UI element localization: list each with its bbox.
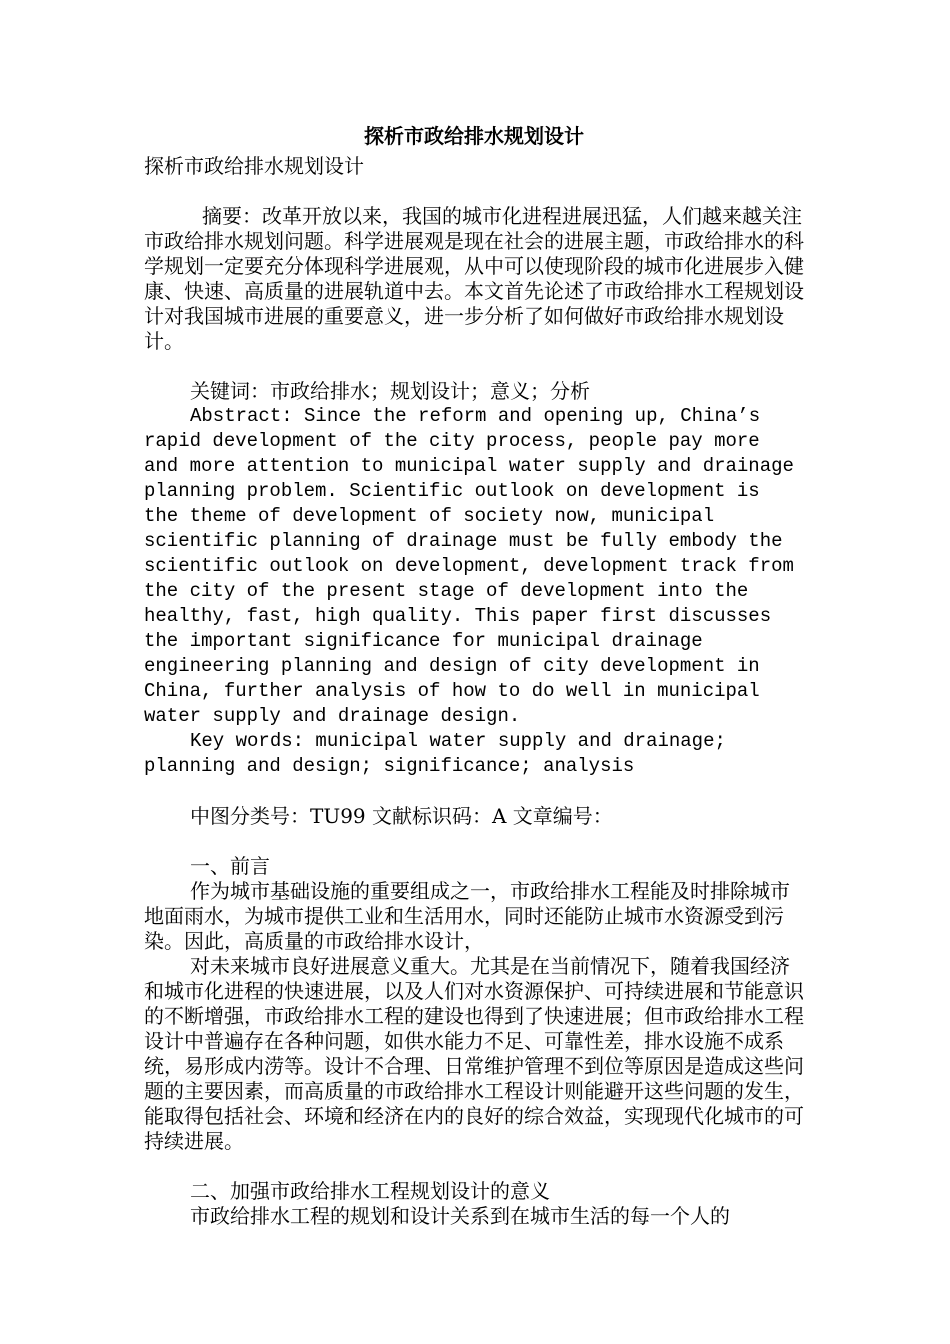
spacer	[144, 354, 804, 379]
body-paragraph: 作为城市基础设施的重要组成之一，市政给排水工程能及时排除城市地面雨水，为城市提供工业和生活用水，同时还能防止城市水资源受到污染。因此，高质量的市政给排水设计，	[144, 879, 790, 953]
spacer	[144, 829, 804, 854]
document-subtitle: 探析市政给排水规划设计	[144, 154, 364, 178]
section-heading: 一、前言	[190, 854, 270, 878]
abstract-english: Abstract: Since the reform and opening up, China’s rapid development of the city process, people pay more and more attention to municipal water supply and drainage planning problem. Scientific outlook on development is the theme of development of society now, municipal scientific planning of drainage must be fully embody the scientific outlook on development, development track from the city of the present stage of development into the healthy, fast, high quality. This paper first discusses the important significance for municipal drainage engineering planning and design of city development in China, further analysis of how to do well in municipal water supply and drainage design.	[144, 405, 794, 727]
keywords-english: Key words: municipal water supply and drainage; planning and design; significance; analysis	[144, 730, 726, 777]
keywords-chinese: 关键词：市政给排水；规划设计；意义；分析	[190, 379, 590, 403]
abstract-chinese: 摘要：改革开放以来，我国的城市化进程进展迅猛，人们越来越关注市政给排水规划问题。科学进展观是现在社会的进展主题，市政给排水的科学规划一定要充分体现科学进展观，从中可以使现阶段的城市化进展步入健康、快速、高质量的进展轨道中去。本文首先论述了市政给排水工程规划设计对我国城市进展的重要意义，进一步分析了如何做好市政给排水规划设计。	[144, 204, 804, 353]
body-paragraph: 市政给排水工程的规划和设计关系到在城市生活的每一个人的	[190, 1204, 730, 1228]
section-heading: 二、加强市政给排水工程规划设计的意义	[190, 1179, 550, 1203]
body-paragraph: 对未来城市良好进展意义重大。尤其是在当前情况下，随着我国经济和城市化进程的快速进展，以及人们对水资源保护、可持续进展和节能意识的不断增强，市政给排水工程的建设也得到了快速进展；但市政给排水工程设计中普遍存在各种问题，如供水能力不足、可靠性差，排水设施不成系统，易形成内涝等。设计不合理、日常维护管理不到位等原因是造成这些问题的主要因素，而高质量的市政给排水工程设计则能避开这些问题的发生，能取得包括社会、环境和经济在内的良好的综合效益，实现现代化城市的可持续进展。	[144, 954, 804, 1153]
spacer	[144, 179, 804, 204]
spacer	[144, 779, 804, 804]
spacer	[144, 1154, 804, 1179]
document-page	[144, 118, 804, 1229]
document-title: 探析市政给排水规划设计	[364, 124, 584, 148]
classification-line: 中图分类号：TU99 文献标识码：A 文章编号：	[190, 804, 613, 828]
